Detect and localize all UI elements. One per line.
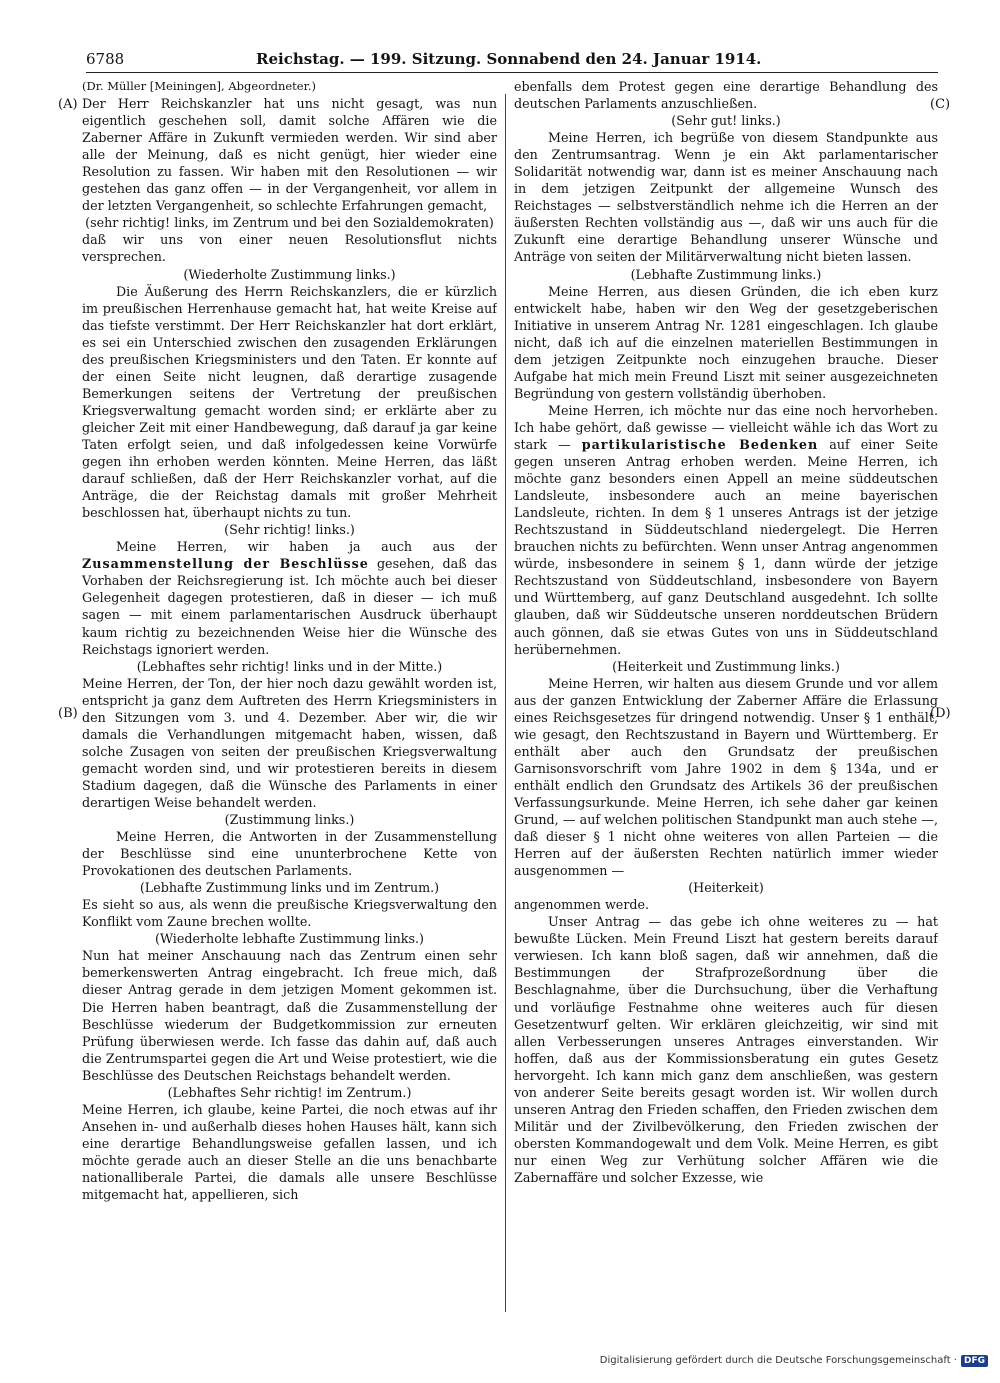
interjection: (Heiterkeit und Zustimmung links.) xyxy=(612,658,840,674)
margin-mark-b: (B) xyxy=(58,706,78,721)
paragraph: Meine Herren, ich glaube, keine Partei, die noch etwas auf ihr Ansehen in- und außerhalb dieses hohen Hauses hält, kann sich eine derartige Behandlungsweise gefallen lassen, und ich möchte gerade auch an dieser Stelle an die uns benachbarte nationalliberale Partei, die damals alle unsere Beschlüsse mitgemacht hat, appellieren, sich xyxy=(82,1101,497,1203)
paragraph: Es sieht so aus, als wenn die preußische Kriegsverwaltung den Konflikt vom Zaune brechen wollte. xyxy=(82,897,497,930)
right-column xyxy=(514,78,938,1338)
page-header xyxy=(86,50,938,73)
text-run: auf einer Seite gegen unseren Antrag erhoben werden. Meine Herren, ich möchte ganz besonders einen Appell an meine süddeutschen Landsleute, insbesondere auch an meine bayerischen Landsleute, richten. In dem § 1 unseres Antrags ist der jetzige Rechtszustand in Süddeutschland niedergelegt. Die Herren brauchen nichts zu befürchten. Wenn unser Antrag angenommen würde, insbesondere in seinem § 1, dann würde der jetzige Rechtszustand von Süddeutschland, insbesondere von Bayern und Württemberg, auf ganz Deutschland ausgedehnt. Ich sollte glauben, daß wir Süddeutsche unseren norddeutschen Brüdern auch gönnen, daß sie etwas Gutes von uns in Süddeutschland herübernehmen. xyxy=(514,436,938,657)
interjection: (Lebhaftes Sehr richtig! im Zentrum.) xyxy=(167,1084,412,1100)
footer-credit xyxy=(600,1355,988,1367)
text-run: Meine Herren, ich möchte nur das eine noch hervorheben. Ich habe gehört, daß gewisse — vielleicht wähle ich das Wort zu stark — xyxy=(514,402,938,452)
paragraph: angenommen werde. xyxy=(514,897,650,913)
page-number: 6788 xyxy=(86,50,125,68)
paragraph: Meine Herren, wir halten aus diesem Grunde und vor allem aus der ganzen Entwicklung der Zaberner Affäre die Erlassung eines Reichsgesetzes für dringend notwendig. Unser § 1 enthält, wie gesagt, den Rechtszustand in Bayern und Württemberg. Er enthält aber auch den Grundsatz der preußischen Garnisonsvorschrift vom Jahre 1902 in dem § 134a, und er enthält endlich den Grundsatz des Artikels 36 der preußischen Verfassungsurkunde. Meine Herren, ich sehe daher gar keinen Grund, — auf welchen politischen Standpunkt man auch stehe —, daß dieser § 1 nicht ohne weiteres von allen Parteien — die Herren auf der äußersten Rechten natürlich immer wieder ausgenommen — xyxy=(514,675,938,879)
paragraph: Meine Herren, der Ton, der hier noch dazu gewählt worden ist, entspricht ja ganz dem Auftreten des Herrn Kriegsministers in den Sitzungen vom 3. und 4. Dezember. Aber wir, die wir damals die Verhandlungen mitgemacht haben, wissen, daß solche Zusagen von seiten der preußischen Kriegsverwaltung gemacht worden sind, und wir protestieren bereits in diesem Stadium dagegen, daß die Wünsche des Parlaments in einer derartigen Weise behandelt werden. xyxy=(82,675,497,810)
margin-mark-c: (C) xyxy=(930,97,951,112)
paragraph: ebenfalls dem Protest gegen eine derartige Behandlung des deutschen Parlaments anzuschließen. xyxy=(514,79,938,112)
column-divider xyxy=(505,94,506,1312)
paragraph: Meine Herren, ich begrüße von diesem Standpunkte aus den Zentrumsantrag. Wenn je ein Akt parlamentarischer Solidarität notwendig war, dann ist es meiner Anschauung nach in dem jetzigen Zeitpunkt der allgemeine Wunsch des Reichstages — selbstverständlich nehme ich die Herren an der äußersten Rechten vollständig aus —, daß wir uns auch für die Zukunft eine derartige Behandlung unserer Wünsche und Anträge von seiten der Militärverwaltung nicht bieten lassen. xyxy=(514,130,938,265)
margin-mark-d: (D) xyxy=(930,706,951,721)
paragraph: Die Äußerung des Herrn Reichskanzlers, die er kürzlich im preußischen Herrenhause gemacht hat, hat weite Kreise auf das tiefste verstimmt. Der Herr Reichskanzler hat dort erklärt, es sei ein Unterschied zwischen den zusagenden Erklärungen des preußischen Kriegsministers und den Taten. Er konnte auf der einen Seite nicht leugnen, daß derartige zusagende Bemerkungen seitens der Vertretung der preußischen Kriegsverwaltung gemacht worden sind; er erklärte aber zu gleicher Zeit mit einer Handbewegung, daß darauf ja gar keine Taten erfolgt seien, und daß infolgedessen keine Vorwürfe gegen ihn erhoben werden könnten. Meine Herren, das läßt darauf schließen, daß der Herr Reichskanzler vorhat, auf die Anträge, die der Reichstag damals mit großer Mehrheit beschlossen hat, überhaupt nichts zu tun. xyxy=(82,283,497,521)
text-run: gesehen, daß das Vorhaben der Reichsregierung ist. Ich möchte auch bei dieser Gelegenheit dagegen protestieren, daß in dieser — ich muß sagen — mit einem parlamentarischen Ausdruck überhaupt kaum richtig zu bezeichnenden Weise hier die Wünsche des Reichstags ignoriert werden. xyxy=(82,556,497,657)
paragraph: Unser Antrag — das gebe ich ohne weiteres zu — hat bewußte Lücken. Mein Freund Liszt hat gestern bereits darauf verwiesen. Ich kann bloß sagen, daß wir annehmen, daß die Bestimmungen der Strafprozeßordnung über die Beschlagnahme, über die Durchsuchung, über die Verhaftung und vorläufige Festnahme ohne weiteres auch für diesen Gesetzentwurf gelten. Wir erklären gleichzeitig, wir sind mit allen Verbesserungen unseres Antrages einverstanden. Wir hoffen, daß aus der Kommissionsberatung ein gutes Gesetz hervorgeht. Ich kann mich ganz dem anschließen, was gestern von anderer Seite bereits gesagt worden ist. Wir wollen durch unseren Antrag den Frieden schaffen, den Frieden zwischen dem Militär und der Zivilbevölkerung, den Frieden zwischen der obersten Kommandogewalt und dem Volk. Meine Herren, es gibt nur einen Weg zur Verhütung solcher Affären wie die Zabernaffäre und solcher Exzesse, wie xyxy=(514,914,938,1185)
emphasis-term: partikularistische Bedenken xyxy=(581,436,819,452)
speaker-line: (Dr. Müller [Meiningen], Abgeordneter.) xyxy=(82,79,316,93)
interjection: (Sehr gut! links.) xyxy=(671,113,781,129)
interjection: (Lebhafte Zustimmung links und im Zentrum.) xyxy=(139,880,440,896)
dfg-logo: DFG xyxy=(961,1355,988,1367)
paragraph: Nun hat meiner Anschauung nach das Zentrum einen sehr bemerkenswerten Antrag eingebracht. Ich freue mich, daß dieser Antrag gerade in dem jetzigen Moment gekommen ist. Die Herren haben beantragt, daß die Zusammenstellung der Beschlüsse wiederum der Budgetkommission zur erneuten Prüfung überwiesen werde. Ich fasse das dahin auf, daß auch die Zentrumspartei gegen die Art und Weise protestiert, wie die Beschlüsse des Deutschen Reichstags behandelt werden. xyxy=(82,948,497,1083)
paragraph xyxy=(82,538,497,657)
left-column xyxy=(82,78,497,1338)
interjection: (Sehr richtig! links.) xyxy=(224,522,355,538)
margin-mark-a: (A) xyxy=(58,97,78,112)
interjection: (Wiederholte lebhafte Zustimmung links.) xyxy=(155,931,424,947)
running-title: Reichstag. — 199. Sitzung. Sonnabend den 24. Januar 1914. xyxy=(256,50,762,68)
paragraph xyxy=(514,402,938,658)
interjection: (Heiterkeit) xyxy=(688,880,764,896)
paragraph: daß wir uns von einer neuen Resolutionsflut nichts versprechen. xyxy=(82,232,497,265)
interjection: (Wiederholte Zustimmung links.) xyxy=(183,266,396,282)
interjection: (Lebhafte Zustimmung links.) xyxy=(630,266,822,282)
text-run: Meine Herren, wir haben ja auch aus der xyxy=(116,539,497,555)
interjection: (Zustimmung links.) xyxy=(224,812,355,828)
footer-text: Digitalisierung gefördert durch die Deutsche Forschungsgemeinschaft · xyxy=(599,1355,957,1366)
emphasis-term: Zusammenstellung der Beschlüsse xyxy=(82,556,369,572)
paragraph: Meine Herren, die Antworten in der Zusammenstellung der Beschlüsse sind eine ununterbrochene Kette von Provokationen des deutschen Parlaments. xyxy=(82,829,497,879)
interjection: (sehr richtig! links, im Zentrum und bei den Sozialdemokraten) xyxy=(85,215,494,231)
paragraph: Meine Herren, aus diesen Gründen, die ich eben kurz entwickelt habe, haben wir den Weg der gesetzgeberischen Initiative in unserem Antrag Nr. 1281 eingeschlagen. Ich glaube nicht, daß ich auf die einzelnen materiellen Bestimmungen in dem jetzigen Zeitpunkte noch einzugehen brauche. Dieser Aufgabe hat mich mein Freund Liszt mit seiner ausgezeichneten Begründung von gestern vollständig überhoben. xyxy=(514,283,938,401)
interjection: (Lebhaftes sehr richtig! links und in der Mitte.) xyxy=(136,658,443,674)
paragraph: Der Herr Reichskanzler hat uns nicht gesagt, was nun eigentlich geschehen soll, damit solche Affären wie die Zaberner Affäre in Zukunft vermieden werden. Wir sind aber alle der Meinung, daß es nicht genügt, hier wieder eine Resolution zu fassen. Wir haben mit den Resolutionen — wir gestehen das ganz offen — in der Vergangenheit, vor allem in der letzten Vergangenheit, so schlechte Erfahrungen gemacht, xyxy=(82,96,497,214)
